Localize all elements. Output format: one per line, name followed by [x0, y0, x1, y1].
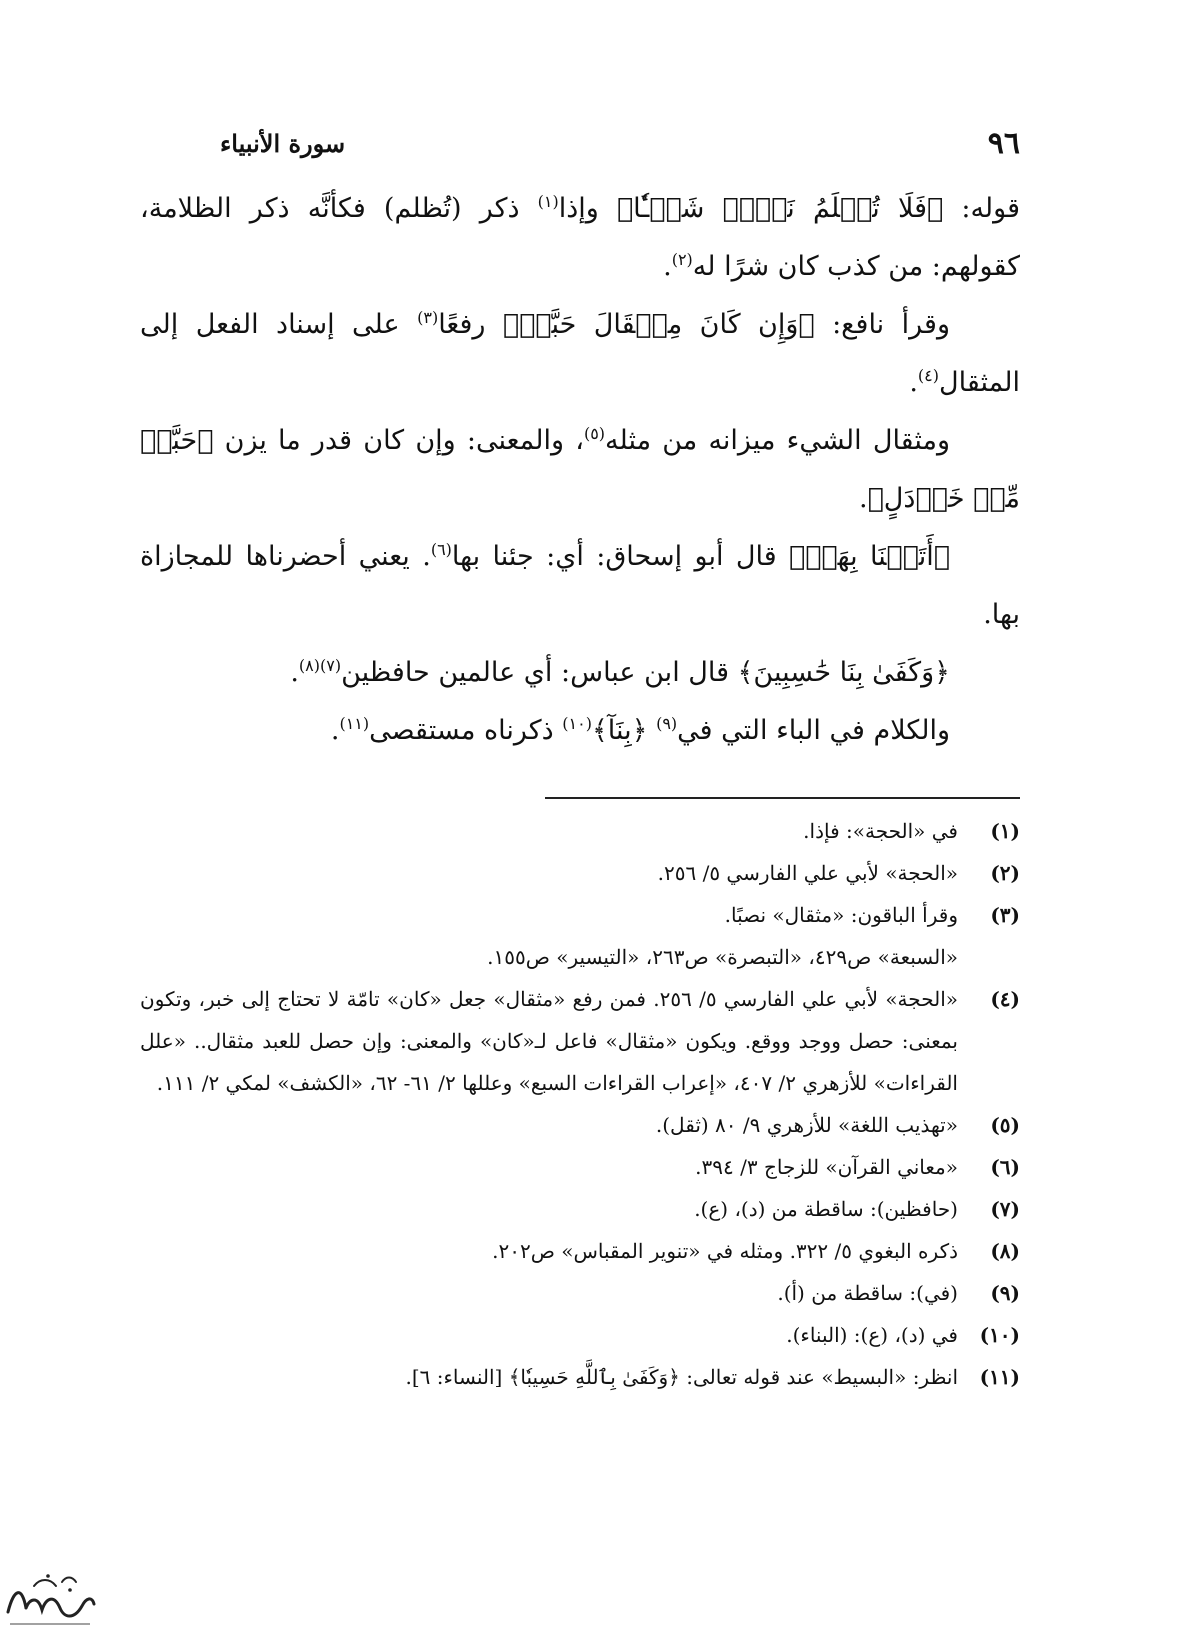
footnote-3: [140, 894, 1020, 936]
footnote-number: (٥): [990, 1113, 1020, 1137]
footnote-number: (١٠): [979, 1323, 1020, 1347]
footnote-1: [140, 810, 1020, 852]
paragraph-3: ومثقال الشيء ميزانه من مثله$^{(٥)}$، والمعنى: وإن كان قدر ما يزن ﴿حَبَّةٖ مِّنۡ خَرۡدَلٍ﴾.: [140, 424, 1020, 514]
footnote-9: [140, 1272, 1020, 1314]
footnote-text: وقرأ الباقون: «مثقال» نصبًا.: [724, 903, 958, 927]
paragraph-1: قوله: ﴿فَلَا تُظۡلَمُ نَفۡسٞ شَيۡـٔٗا﴾ وإذا$^{(١)}$ ذكر (تُظلم) فكأنَّه ذكر الظلامة، كقولهم: من كذب كان شرًا له$^{(٢)}$.: [140, 192, 1020, 282]
footnote-number: (٦): [990, 1155, 1020, 1179]
footnote-ref[interactable]: (٤): [917, 366, 939, 385]
footnote-ref[interactable]: (١٠): [562, 714, 592, 733]
paragraph-2: وقرأ نافع: ﴿وَإِن كَانَ مِثۡقَالَ حَبَّةٖ﴾ رفعًا$^{(٣)}$ على إسناد الفعل إلى المثقال$^{(٤)}$.: [140, 308, 1020, 398]
footnote-text: «الحجة» لأبي علي الفارسي ٥/ ٢٥٦.: [657, 861, 958, 885]
footnote-text: (في): ساقطة من (أ).: [777, 1281, 958, 1305]
footnote-number: (٩): [990, 1281, 1020, 1305]
paragraph-4: ﴿أَتَيۡنَا بِهَاۗ﴾ قال أبو إسحاق: أي: جئنا بها$^{(٦)}$. يعني أحضرناها للمجازاة بها.: [140, 540, 1020, 630]
footnote-8: [140, 1230, 1020, 1272]
surah-title: سورة الأنبياء: [220, 128, 346, 158]
footnote-text: في (د)، (ع): (البناء).: [786, 1323, 958, 1347]
footnote-text: ذكره البغوي ٥/ ٣٢٢. ومثله في «تنوير المقباس» ص٢٠٢.: [492, 1239, 958, 1263]
footnote-4: [140, 978, 1020, 1104]
main-text: [140, 180, 1020, 760]
footnote-ref[interactable]: (٥): [583, 424, 606, 443]
footnote-ref[interactable]: (٩): [656, 714, 678, 733]
footnote-ref[interactable]: (١١): [339, 714, 370, 733]
library-stamp-logo: [0, 1568, 100, 1638]
page-header: [220, 118, 1020, 168]
footnote-number: (١): [990, 819, 1020, 843]
footnote-text: في «الحجة»: فإذا.: [803, 819, 958, 843]
footnote-ref[interactable]: (٦): [430, 540, 452, 559]
footnote-separator: [545, 797, 1020, 799]
footnote-text: انظر: «البسيط» عند قوله تعالى: ﴿وَكَفَىٰ بِٱللَّهِ حَسِيبٗا﴾ [النساء: ٦].: [405, 1365, 958, 1389]
page-number: ٩٦: [987, 125, 1020, 161]
footnote-text: «معاني القرآن» للزجاج ٣/ ٣٩٤.: [695, 1155, 958, 1179]
footnote-number: (١١): [979, 1365, 1020, 1389]
footnote-5: [140, 1104, 1020, 1146]
footnote-number: (٧): [990, 1197, 1020, 1221]
footnote-text: «الحجة» لأبي علي الفارسي ٥/ ٢٥٦. فمن رفع «مثقال» جعل «كان» تامّة لا تحتاج إلى خبر، وتكون بمعنى: حصل ووجد ووقع. ويكون «مثقال» فاعل لـ«كان» والمعنى: وإن حصل للعبد مثقال.. «علل القراءات» للأزهري ٢/ ٤٠٧، «إعراب القراءات السبع» وعللها ٢/ ٦١- ٦٢، «الكشف» لمكي ٢/ ١١١.: [140, 987, 959, 1095]
footnote-number: (٤): [990, 987, 1020, 1011]
footnote-7: [140, 1188, 1020, 1230]
footnote-ref[interactable]: (٢): [671, 250, 693, 269]
footnote-2: [140, 852, 1020, 894]
footnote-number: (٢): [990, 861, 1020, 885]
footnote-number: (٨): [990, 1239, 1020, 1263]
footnote-10: [140, 1314, 1020, 1356]
paragraph-6: والكلام في الباء التي في$^{(٩)}$ ﴿بِنَآ﴾$^{(١٠)}$ ذكرناه مستقصى$^{(١١)}$.: [330, 714, 950, 746]
footnote-number: (٣): [990, 903, 1020, 927]
footnote-ref[interactable]: (٧)(٨): [298, 656, 342, 675]
stamp-calligraphy-icon: [0, 1568, 100, 1638]
paragraph-5: ﴿وَكَفَىٰ بِنَا حَٰسِبِينَ﴾ قال ابن عباس: أي عالمين حافظين$^{(٧)(٨)}$.: [290, 656, 950, 688]
footnote-ref[interactable]: (١): [537, 192, 559, 211]
footnote-ref[interactable]: (٣): [417, 308, 439, 327]
footnote-text: (حافظين): ساقطة من (د)، (ع).: [694, 1197, 958, 1221]
footnote-3-continued: «السبعة» ص٤٢٩، «التبصرة» ص٢٦٣، «التيسير» ص١٥٥.: [487, 945, 958, 969]
footnote-11: [140, 1356, 1020, 1398]
footnote-text: «تهذيب اللغة» للأزهري ٩/ ٨٠ (ثقل).: [655, 1113, 958, 1137]
footnotes: [140, 810, 1020, 1398]
footnote-6: [140, 1146, 1020, 1188]
